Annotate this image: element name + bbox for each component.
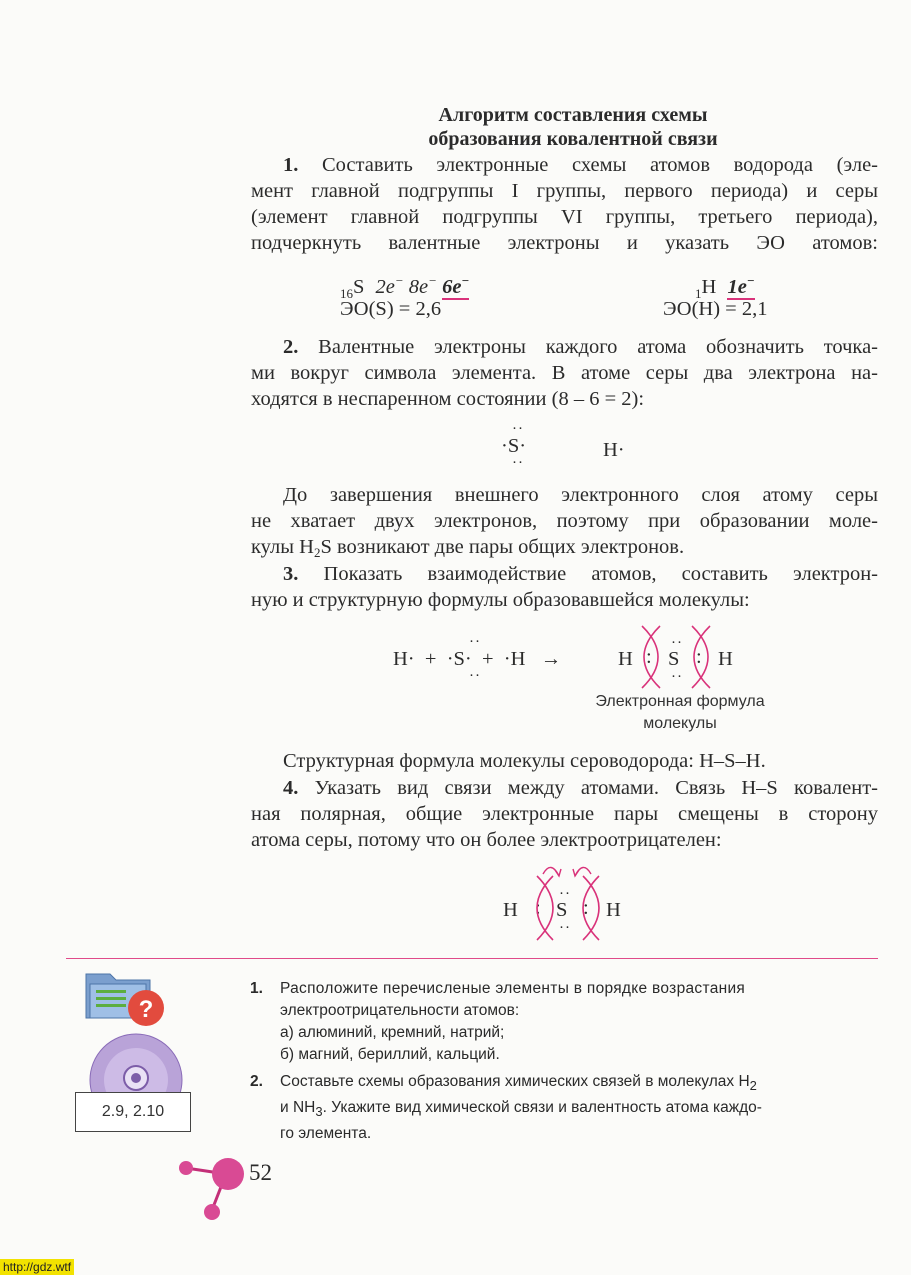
- polar-pair-left: :: [535, 897, 541, 919]
- step4-paragraph: [251, 775, 878, 853]
- product-h-left: H: [618, 648, 633, 670]
- product-sulfur: S: [668, 648, 680, 670]
- exercise-option-a: а) алюминий, кремний, натрий;: [280, 1024, 505, 1041]
- step2-line: ми вокруг символа элемента. В атоме серы два электрона на-: [251, 362, 878, 384]
- atomic-number: 16: [340, 286, 353, 301]
- step4-line: ная полярная, общие электронные пары смещены в сторону: [251, 803, 878, 825]
- shared-pair-left: :: [646, 646, 652, 668]
- lone-pair-dots: ··: [469, 668, 481, 684]
- eo-hydrogen: ЭО(H) = 2,1: [663, 298, 768, 320]
- element-symbol: S: [353, 276, 365, 298]
- step3-line: ную и структурную формулы образовавшейся молекулы:: [251, 589, 750, 611]
- lone-pair-dots: ··: [512, 421, 524, 437]
- svg-text:?: ?: [138, 996, 154, 1023]
- exercise-line: Расположите перечисленые элементы в порядке возрастания: [280, 980, 746, 997]
- valence-electrons: 6e−: [442, 273, 470, 298]
- cd-reference-box: 2.9, 2.10: [75, 1092, 191, 1132]
- valence-electrons: 1e−: [727, 273, 755, 298]
- lone-pair-dots: ··: [559, 920, 571, 936]
- lone-pair-dots: ··: [671, 669, 683, 685]
- atomic-number: 1: [695, 286, 702, 301]
- section-title-line2: образования ковалентной связи: [428, 128, 718, 150]
- molecule-decoration-icon: [176, 1150, 256, 1225]
- section-divider: [66, 958, 878, 959]
- lone-pair-dots: ··: [469, 634, 481, 650]
- exercise-line: Составьте схемы образования химических связей в молекулах $H_2$: [280, 1073, 757, 1093]
- exercise-option-b: б) магний, бериллий, кальций.: [280, 1046, 500, 1063]
- lone-pair-dots: ··: [671, 635, 683, 651]
- exercise-number: 1.: [250, 980, 263, 997]
- section-title-line1: Алгоритм составления схемы: [438, 104, 708, 126]
- step1-number: 1.: [283, 154, 299, 176]
- step4-number: 4.: [283, 777, 299, 799]
- step2-line: Валентные электроны каждого атома обозначить точка-: [298, 336, 878, 358]
- shared-pair-right: :: [696, 646, 702, 668]
- step3-line: Показать взаимодействие атомов, составить электрон-: [298, 563, 878, 585]
- step2-paragraph: [251, 334, 878, 412]
- step4-line: Указать вид связи между атомами. Связь H–S ковалент-: [298, 777, 878, 799]
- step4-line: атома серы, потому что он более электроотрицателен:: [251, 829, 722, 851]
- step3-paragraph: [251, 561, 878, 613]
- polar-h-right: H: [606, 899, 621, 921]
- reaction-equation: H· + ·S· + ·H →: [393, 648, 562, 670]
- lone-pair-dots: ··: [559, 886, 571, 902]
- polarity-arrows-icon: [515, 858, 615, 943]
- formula-caption: Электронная формула молекулы: [595, 693, 765, 732]
- step2-line: ходятся в неспаренном состоянии (8 – 6 = 2):: [251, 388, 645, 410]
- explanation-line: кулы $H_2S$ возникают две пары общих электронов.: [251, 536, 685, 560]
- structural-formula: Структурная формула молекулы сероводорода: H–S–H.: [283, 750, 766, 772]
- step3-number: 3.: [283, 563, 299, 585]
- exercise-2: [250, 1071, 876, 1145]
- exercise-line: электроотрицательности атомов:: [280, 1002, 520, 1019]
- step1-line: мент главной подгруппы I группы, первого периода) и серы: [251, 180, 878, 202]
- shell-electrons: 2e−: [375, 273, 404, 298]
- exercise-line: и $NH_3$. Укажите вид химической связи и валентность атома каждо-: [280, 1099, 762, 1119]
- step1-paragraph: [251, 152, 878, 256]
- exercise-1: [250, 978, 876, 1066]
- exercise-line: го элемента.: [280, 1125, 372, 1142]
- watermark-link[interactable]: http://gdz.wtf: [0, 1259, 74, 1275]
- step1-line: Составить электронные схемы атомов водорода (эле-: [298, 154, 878, 176]
- step2-number: 2.: [283, 336, 299, 358]
- product-h-right: H: [718, 648, 733, 670]
- step1-line: (элемент главной подгруппы VI группы, третьего периода),: [251, 206, 878, 228]
- step1-line: подчеркнуть валентные электроны и указать ЭО атомов:: [251, 232, 878, 254]
- shell-electrons: 8e−: [408, 273, 437, 298]
- orbital-overlap-icon: [630, 622, 730, 692]
- cd-disc-icon: [88, 1032, 184, 1096]
- folder-question-icon: [80, 968, 170, 1030]
- element-symbol: H: [701, 276, 717, 298]
- explanation-line: До завершения внешнего электронного слоя атому серы: [283, 484, 878, 506]
- lone-pair-dots: ··: [512, 455, 524, 471]
- page-number: 52: [249, 1160, 272, 1185]
- exercise-number: 2.: [250, 1073, 263, 1090]
- polar-pair-right: :: [583, 897, 589, 919]
- eo-sulfur: ЭО(S) = 2,6: [340, 298, 442, 320]
- lewis-hydrogen: H·: [603, 439, 625, 461]
- polar-sulfur: S: [556, 899, 568, 921]
- explanation-paragraph: [251, 482, 878, 566]
- lewis-sulfur: ·S·: [501, 435, 527, 457]
- explanation-line: не хватает двух электронов, поэтому при образовании моле-: [251, 510, 878, 532]
- polar-h-left: H: [503, 899, 518, 921]
